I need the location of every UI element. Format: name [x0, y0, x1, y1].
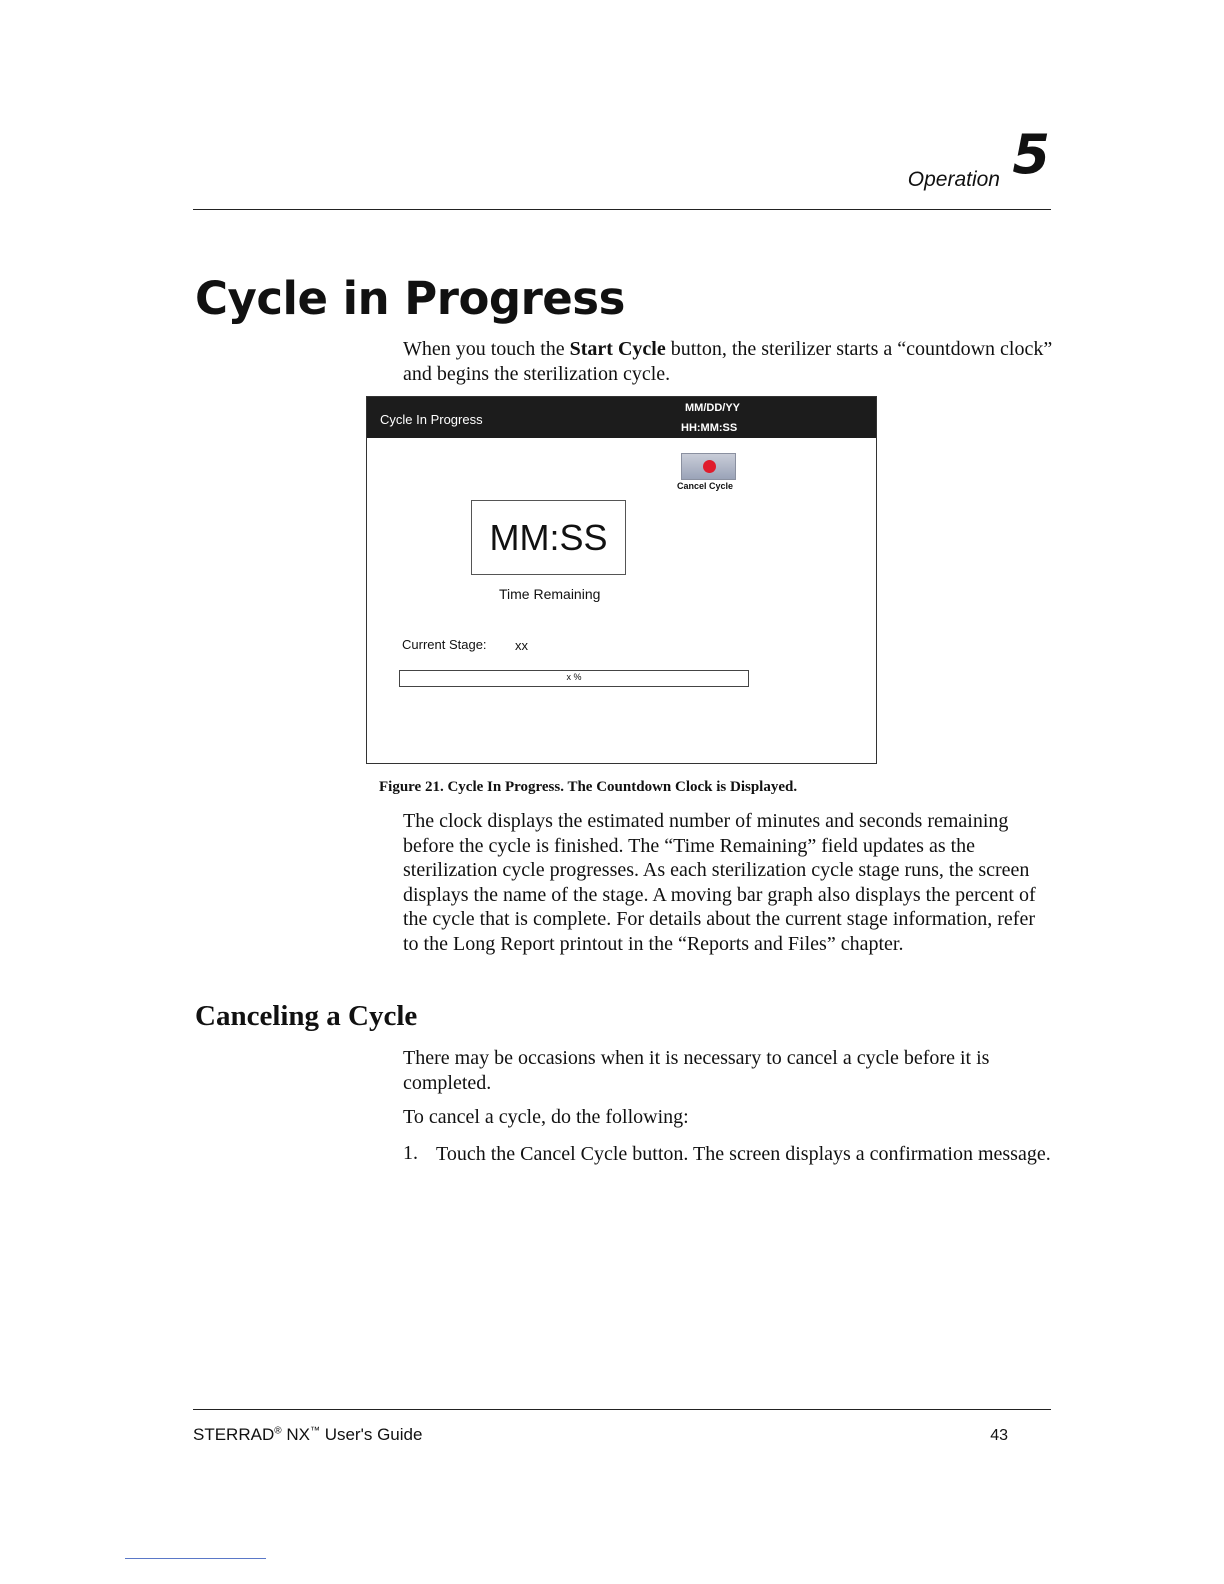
current-stage-value: xx — [515, 638, 528, 653]
header-rule — [193, 209, 1051, 210]
progress-percent: x % — [566, 672, 582, 682]
scan-artifact-line — [125, 1558, 266, 1559]
footer-title: STERRAD® NX™ User's Guide — [193, 1425, 423, 1444]
cancel-intro-paragraph: There may be occasions when it is necessary to cancel a cycle before it is completed. — [403, 1047, 990, 1094]
step-number: 1. — [403, 1142, 418, 1164]
chapter-number: 5 — [1012, 123, 1050, 186]
cancel-cycle-button[interactable] — [681, 453, 736, 480]
running-header-label: Operation — [907, 168, 1000, 191]
countdown-clock: MM:SS — [471, 500, 626, 575]
stop-icon — [703, 460, 716, 473]
intro-paragraph: When you touch the Start Cycle button, the sterilizer starts a “countdown clock” and begins the sterilization cycle. — [403, 338, 1053, 385]
screen-time: HH:MM:SS — [681, 422, 738, 434]
page-number: 43 — [990, 1427, 1008, 1444]
current-stage-label: Current Stage: — [402, 637, 487, 652]
progress-bar — [399, 670, 749, 687]
cancel-cycle-label: Cancel Cycle — [677, 481, 734, 491]
footer-rule — [193, 1409, 1051, 1410]
screen-date: MM/DD/YY — [685, 402, 740, 414]
clock-description: The clock displays the estimated number of minutes and seconds remaining before the cycle is finished. The “Time Remaining” field updates as the sterilization cycle progresses. As each sterilization cycle stage runs, the screen displays the name of the stage. A moving bar graph also displays the percent of the cycle that is complete. For details about the current stage information, refer to the Long Report printout in the “Reports and Files” chapter. — [403, 810, 1036, 955]
screen-title: Cycle In Progress — [380, 412, 483, 427]
screen-title-bar — [367, 397, 876, 438]
cycle-screen-figure — [366, 396, 877, 764]
figure-caption: Figure 21. Cycle In Progress. The Countdown Clock is Displayed. — [379, 779, 798, 795]
section-heading: Canceling a Cycle — [195, 1000, 418, 1032]
time-remaining-label: Time Remaining — [499, 586, 601, 602]
step-text: Touch the Cancel Cycle button. The screen displays a confirmation message. — [436, 1143, 1051, 1165]
start-cycle-term: Start Cycle — [569, 338, 666, 360]
page-title: Cycle in Progress — [195, 272, 625, 325]
cancel-instructions: To cancel a cycle, do the following: — [403, 1106, 689, 1128]
